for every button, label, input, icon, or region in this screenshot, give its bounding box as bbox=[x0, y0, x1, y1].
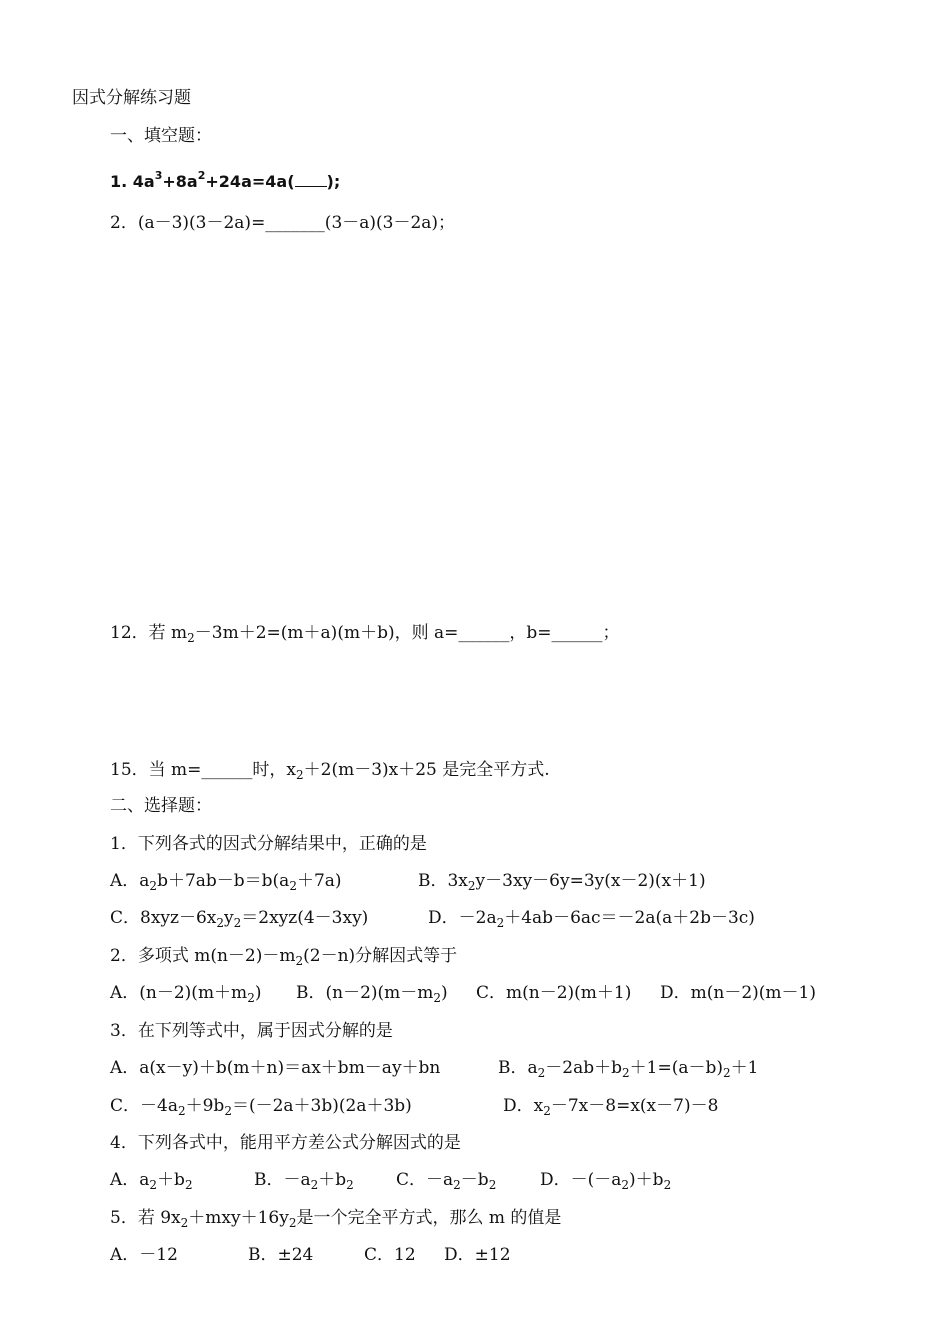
question-2-4-option-a: A．$a_2+b_2$ bbox=[110, 1170, 193, 1192]
page-title: 因式分解练习题 bbox=[72, 88, 191, 108]
question-2-5-stem: 5．若 $9x_2+mxy+16y_2$是一个完全平方式，那么 m 的值是 bbox=[110, 1208, 562, 1230]
question-2-5-option-a: A．－12 bbox=[110, 1245, 178, 1265]
question-2-5-option-b: B．±24 bbox=[248, 1245, 314, 1265]
question-2-4-option-c: C．$-a_2-b_2$ bbox=[396, 1170, 497, 1192]
question-2-2-option-a: A．$(n-2)(m+m_2)$ bbox=[110, 983, 262, 1005]
question-2-4-option-d: D．$-(-a_2)+b_2$ bbox=[540, 1170, 672, 1192]
question-2-3-option-d: D．$x_2-7x-8=x(x-7)-8$ bbox=[503, 1096, 719, 1118]
question-2-2-option-d: D．m(n－2)(m－1) bbox=[660, 983, 816, 1003]
question-1-2: 2．(a－3)(3－2a)=_______(3－a)(3－2a)； bbox=[110, 213, 456, 233]
question-2-3-option-c: C．$-4a_2+9b_2=(-2a+3b)(2a+3b)$ bbox=[110, 1096, 412, 1118]
question-2-2-option-c: C．m(n－2)(m＋1) bbox=[476, 983, 632, 1003]
question-2-4-option-b: B．$-a_2+b_2$ bbox=[254, 1170, 354, 1192]
question-2-1-stem: 1．下列各式的因式分解结果中，正确的是 bbox=[110, 834, 427, 854]
question-2-1-option-d: D．$-2a_2+4ab-6ac=-2a(a+2b-3c)$ bbox=[428, 908, 755, 930]
question-1-1: 1. $4a^3+8a^2+24a=4a$( ); bbox=[110, 169, 341, 191]
section-heading-multiple-choice: 二、选择题： bbox=[110, 796, 212, 816]
answer-blank bbox=[295, 186, 327, 187]
question-2-2-stem: 2．多项式 $m(n-2)-m_2(2-n)$分解因式等于 bbox=[110, 946, 458, 968]
question-2-3-stem: 3．在下列等式中，属于因式分解的是 bbox=[110, 1021, 393, 1041]
question-2-5-option-c: C．12 bbox=[364, 1245, 416, 1265]
question-2-1-option-a: A．$a_2b+7ab-b=b(a_2+7a)$ bbox=[110, 871, 342, 893]
section-heading-fill-blank: 一、填空题： bbox=[110, 126, 212, 146]
question-1-12: 12．若 $m_2-3m+2=(m+a)(m+b)$，则 a=______，b=______； bbox=[110, 623, 620, 645]
question-1-15: 15．当 m=______时，$x_2+2(m-3)x+25$ 是完全平方式. bbox=[110, 760, 550, 782]
question-2-4-stem: 4．下列各式中，能用平方差公式分解因式的是 bbox=[110, 1133, 461, 1153]
question-2-5-option-d: D．±12 bbox=[444, 1245, 511, 1265]
question-2-3-option-a: A．a(x－y)＋b(m＋n)＝ax＋bm－ay＋bn bbox=[110, 1058, 441, 1078]
question-2-3-option-b: B．$a_2-2ab+b_2+1=(a-b)_2+1$ bbox=[498, 1058, 759, 1080]
question-2-1-option-c: C．$8xyz-6x_2y_2=2xyz(4-3xy)$ bbox=[110, 908, 369, 930]
question-2-2-option-b: B．$(n-2)(m-m_2)$ bbox=[296, 983, 448, 1005]
question-2-1-option-b: B．$3x_2y-3xy-6y=3y(x-2)(x+1)$ bbox=[418, 871, 706, 893]
